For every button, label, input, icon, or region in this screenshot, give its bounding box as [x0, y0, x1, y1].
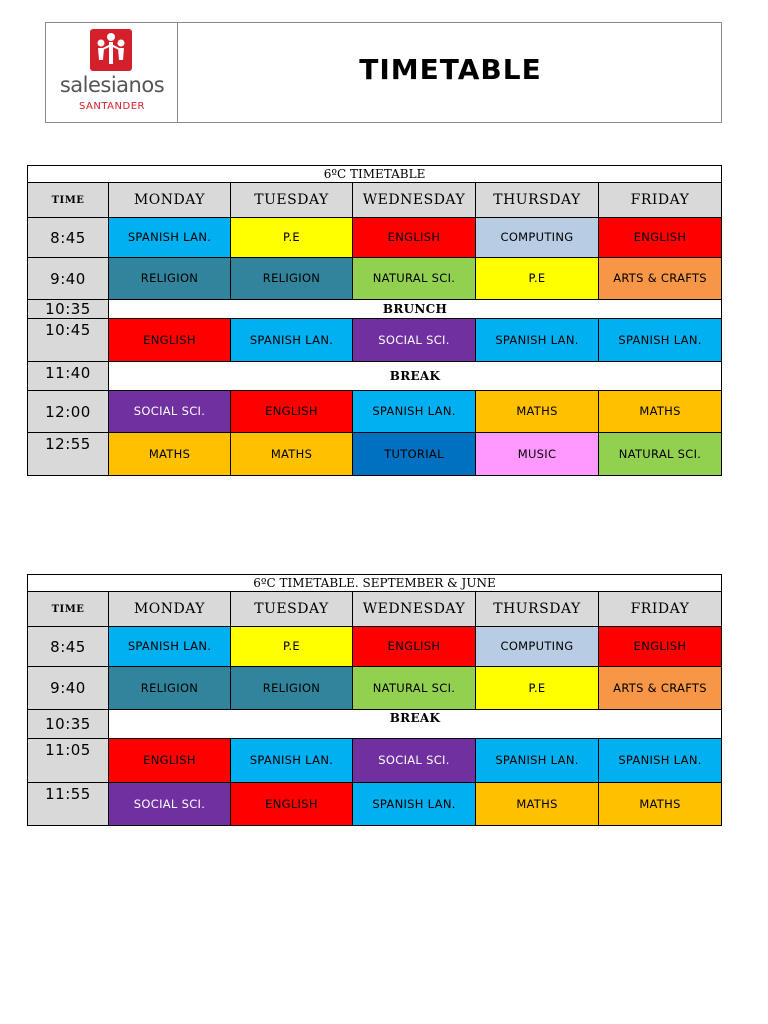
- page-title: TIMETABLE: [359, 53, 542, 86]
- lesson-cell: ENGLISH: [353, 218, 476, 258]
- lesson-cell: ENGLISH: [231, 783, 353, 826]
- lesson-cell: ENGLISH: [231, 391, 353, 433]
- timetable-september-june: [27, 574, 722, 826]
- lesson-cell: TUTORIAL: [353, 433, 476, 476]
- lesson-cell: P.E: [476, 258, 599, 300]
- time-cell: 9:40: [28, 258, 109, 300]
- break-cell: BREAK: [109, 710, 722, 739]
- lesson-cell: MATHS: [599, 391, 722, 433]
- lesson-cell: SPANISH LAN.: [599, 319, 722, 362]
- lesson-cell: P.E: [231, 218, 353, 258]
- time-cell: 8:45: [28, 218, 109, 258]
- lesson-cell: SPANISH LAN.: [231, 739, 353, 783]
- day-header-tuesday: TUESDAY: [231, 183, 353, 218]
- lesson-cell: ARTS & CRAFTS: [599, 258, 722, 300]
- lesson-cell: SPANISH LAN.: [109, 627, 231, 667]
- time-cell: 12:00: [28, 391, 109, 433]
- lesson-cell: SPANISH LAN.: [476, 739, 599, 783]
- lesson-cell: COMPUTING: [476, 627, 599, 667]
- table-title: 6ºC TIMETABLE. SEPTEMBER & JUNE: [28, 575, 722, 592]
- lesson-cell: SOCIAL SCI.: [353, 739, 476, 783]
- day-header-wednesday: WEDNESDAY: [353, 592, 476, 627]
- lesson-cell: SPANISH LAN.: [353, 391, 476, 433]
- table-row: [28, 739, 722, 783]
- time-column-header: TIME: [28, 183, 109, 218]
- day-header-thursday: THURSDAY: [476, 592, 599, 627]
- day-header-monday: MONDAY: [109, 183, 231, 218]
- lesson-cell: ENGLISH: [599, 627, 722, 667]
- time-cell: 10:35: [28, 300, 109, 319]
- salesianos-logo-icon: [90, 29, 132, 71]
- lesson-cell: SPANISH LAN.: [109, 218, 231, 258]
- time-cell: 11:40: [28, 362, 109, 391]
- lesson-cell: NATURAL SCI.: [599, 433, 722, 476]
- lesson-cell: ENGLISH: [109, 319, 231, 362]
- logo-name: salesianos: [59, 73, 165, 97]
- time-cell: 10:35: [28, 710, 109, 739]
- table-row: [28, 300, 722, 319]
- lesson-cell: SPANISH LAN.: [476, 319, 599, 362]
- table-row: [28, 258, 722, 300]
- document-header: [45, 22, 722, 123]
- lesson-cell: NATURAL SCI.: [353, 258, 476, 300]
- table-row: [28, 783, 722, 826]
- lesson-cell: RELIGION: [109, 258, 231, 300]
- lesson-cell: ENGLISH: [109, 739, 231, 783]
- table-row: [28, 667, 722, 710]
- lesson-cell: RELIGION: [231, 258, 353, 300]
- lesson-cell: SOCIAL SCI.: [353, 319, 476, 362]
- lesson-cell: SOCIAL SCI.: [109, 391, 231, 433]
- brunch-cell: BRUNCH: [109, 300, 722, 319]
- logo-subtitle: SANTANDER: [79, 101, 145, 112]
- timetable-regular: [27, 165, 722, 476]
- lesson-cell: ARTS & CRAFTS: [599, 667, 722, 710]
- lesson-cell: MATHS: [476, 391, 599, 433]
- time-cell: 10:45: [28, 319, 109, 362]
- lesson-cell: RELIGION: [109, 667, 231, 710]
- table-row: [28, 218, 722, 258]
- table-title: 6ºC TIMETABLE: [28, 166, 722, 183]
- lesson-cell: ENGLISH: [599, 218, 722, 258]
- table-row: [28, 433, 722, 476]
- table-row: [28, 319, 722, 362]
- lesson-cell: NATURAL SCI.: [353, 667, 476, 710]
- lesson-cell: COMPUTING: [476, 218, 599, 258]
- table-row: [28, 362, 722, 391]
- lesson-cell: SPANISH LAN.: [599, 739, 722, 783]
- time-cell: 12:55: [28, 433, 109, 476]
- day-header-monday: MONDAY: [109, 592, 231, 627]
- time-cell: 11:55: [28, 783, 109, 826]
- table-row: [28, 627, 722, 667]
- lesson-cell: P.E: [476, 667, 599, 710]
- table-row: [28, 391, 722, 433]
- lesson-cell: SPANISH LAN.: [353, 783, 476, 826]
- time-cell: 9:40: [28, 667, 109, 710]
- lesson-cell: P.E: [231, 627, 353, 667]
- time-cell: 11:05: [28, 739, 109, 783]
- lesson-cell: MATHS: [231, 433, 353, 476]
- lesson-cell: ENGLISH: [353, 627, 476, 667]
- lesson-cell: MATHS: [599, 783, 722, 826]
- day-header-friday: FRIDAY: [599, 592, 722, 627]
- lesson-cell: SOCIAL SCI.: [109, 783, 231, 826]
- day-header-friday: FRIDAY: [599, 183, 722, 218]
- table-row: [28, 710, 722, 739]
- lesson-cell: MATHS: [476, 783, 599, 826]
- day-header-tuesday: TUESDAY: [231, 592, 353, 627]
- break-cell: BREAK: [109, 362, 722, 391]
- day-header-thursday: THURSDAY: [476, 183, 599, 218]
- lesson-cell: RELIGION: [231, 667, 353, 710]
- time-cell: 8:45: [28, 627, 109, 667]
- lesson-cell: MATHS: [109, 433, 231, 476]
- lesson-cell: SPANISH LAN.: [231, 319, 353, 362]
- logo: [46, 23, 178, 122]
- lesson-cell: MUSIC: [476, 433, 599, 476]
- day-header-wednesday: WEDNESDAY: [353, 183, 476, 218]
- time-column-header: TIME: [28, 592, 109, 627]
